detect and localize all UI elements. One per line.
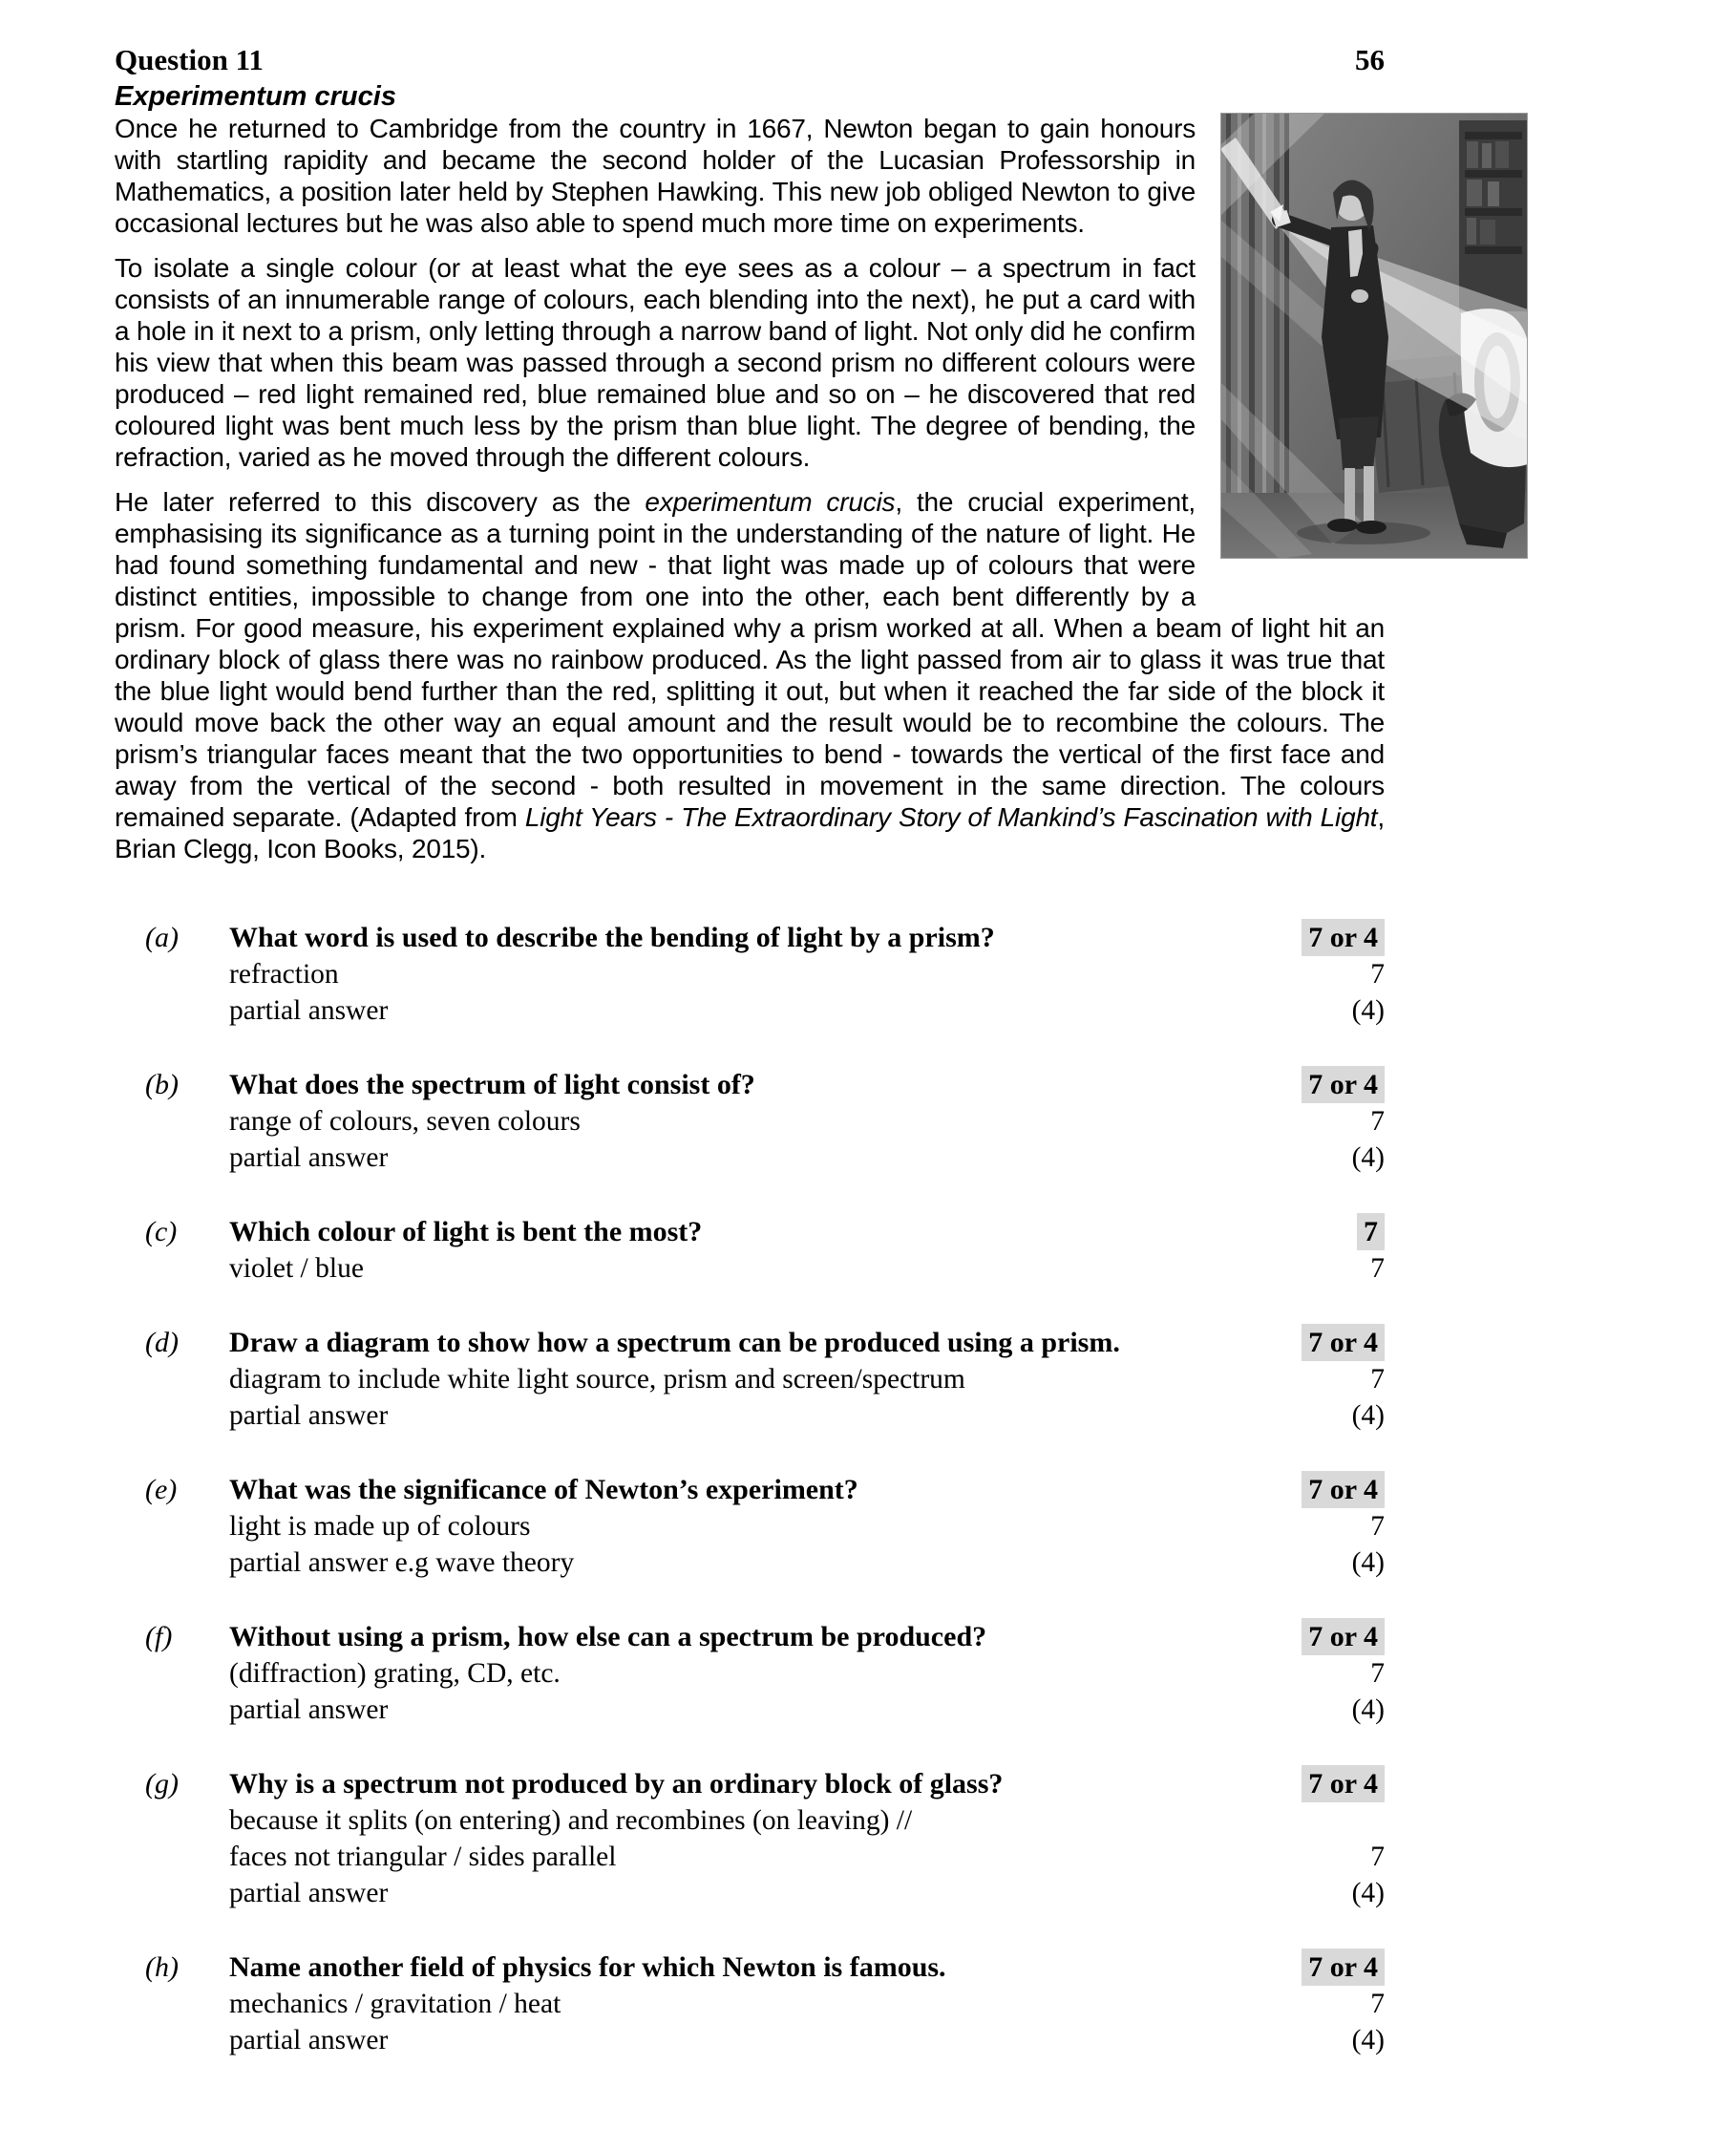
question-block-f — [115, 1619, 1385, 1728]
answer-text: light is made up of colours — [229, 1511, 531, 1542]
question-label: (e) — [145, 1474, 178, 1505]
question-label: (h) — [145, 1951, 179, 1983]
question-marks-badge: 7 or 4 — [1302, 1618, 1385, 1655]
answer-mark: (4) — [1351, 995, 1385, 1026]
answer-row — [115, 1986, 1385, 2022]
text-run: , Brian Clegg, Icon Books, 2015). — [115, 802, 1385, 863]
question-row — [115, 1949, 1385, 1986]
question-block-a — [115, 920, 1385, 1029]
answer-row — [115, 1508, 1385, 1544]
question-marks-badge: 7 or 4 — [1302, 1765, 1385, 1802]
question-label: (a) — [145, 922, 179, 953]
question-marks-badge: 7 — [1357, 1213, 1385, 1250]
answer-mark: (4) — [1351, 1547, 1385, 1578]
answer-row — [115, 2022, 1385, 2058]
answer-mark: 7 — [1370, 1364, 1385, 1395]
question-marks-badge: 7 or 4 — [1302, 1324, 1385, 1361]
answer-mark: 7 — [1370, 1989, 1385, 2019]
passage — [115, 113, 1385, 864]
page-header — [115, 42, 1385, 78]
question-block-d — [115, 1325, 1385, 1434]
answer-text: partial answer — [229, 1142, 389, 1173]
answer-row — [115, 1397, 1385, 1434]
question-row — [115, 920, 1385, 956]
question-text: What does the spectrum of light consist of? — [229, 1069, 755, 1100]
question-row — [115, 1214, 1385, 1250]
answer-text: partial answer — [229, 2025, 389, 2055]
question-text: Why is a spectrum not produced by an ordinary block of glass? — [229, 1768, 1004, 1800]
answer-text: partial answer — [229, 1400, 389, 1431]
bookshelf — [1459, 120, 1528, 311]
answer-mark: 7 — [1370, 1842, 1385, 1872]
answer-row — [115, 1839, 1385, 1875]
question-marks-badge: 7 or 4 — [1302, 1949, 1385, 1986]
question-label: (c) — [145, 1216, 178, 1247]
answer-mark: (4) — [1351, 1694, 1385, 1725]
question-block-g — [115, 1766, 1385, 1911]
answer-mark: (4) — [1351, 1400, 1385, 1431]
answer-text: diagram to include white light source, prism and screen/spectrum — [229, 1364, 965, 1395]
answer-row — [115, 1655, 1385, 1692]
page-number: 56 — [1355, 43, 1385, 76]
answer-text: faces not triangular / sides parallel — [229, 1842, 617, 1872]
passage-paragraph-1: Once he returned to Cambridge from the country in 1667, Newton began to gain honours with startling rapidity and became the second holder of the Lucasian Professorship in Mathematics, a position later held by Stephen Hawking. This new job obliged Newton to give occasional lectures but he was also able to spend much more time on experiments. — [115, 114, 1196, 238]
question-row — [115, 1619, 1385, 1655]
answer-row — [115, 1361, 1385, 1397]
text-run: , the crucial experiment, emphasising its significance as a turning point in the understanding of the nature of light. He had found something fundamental and new - that light was made up of colours that were distinct entities, impossible to change from one into the other, each bent differently by a prism. For good measure, his experiment explained why a prism worked at all. When a beam of light hit an ordinary block of glass there was no rainbow produced. As the light passed from air to glass it was true that the blue light would bend further than the red, splitting it out, but when it reached the far side of the block it would move back the other way an equal amount and the result would be to recombine the colours. The prism’s triangular faces meant that the two opportunities to bend - towards the vertical of the first face and away from the vertical of the second - both resulted in movement in the same direction. The colours remained separate. (Adapted from — [115, 487, 1385, 832]
question-marks-badge: 7 or 4 — [1302, 1471, 1385, 1508]
answer-row — [115, 1692, 1385, 1728]
passage-paragraph-3 — [115, 486, 1385, 864]
italic-text-run: Light Years - The Extraordinary Story of Mankind’s Fascination with Light — [524, 802, 1378, 832]
answer-row — [115, 1139, 1385, 1176]
questions-list — [115, 920, 1385, 2058]
answer-mark: 7 — [1370, 1106, 1385, 1137]
question-block-b — [115, 1067, 1385, 1176]
question-marks-badge: 7 or 4 — [1302, 1066, 1385, 1103]
answer-row — [115, 1544, 1385, 1581]
question-text: Draw a diagram to show how a spectrum can be produced using a prism. — [229, 1327, 1120, 1358]
answer-mark: 7 — [1370, 1511, 1385, 1542]
answer-row — [115, 1875, 1385, 1911]
answer-row — [115, 1103, 1385, 1139]
answer-mark: 7 — [1370, 959, 1385, 990]
answer-text: range of colours, seven colours — [229, 1106, 581, 1137]
question-title: Question 11 — [115, 43, 264, 76]
question-text: Name another field of physics for which Newton is famous. — [229, 1951, 946, 1983]
answer-text: because it splits (on entering) and recombines (on leaving) // — [229, 1805, 913, 1836]
answer-row — [115, 1250, 1385, 1287]
answer-text: refraction — [229, 959, 339, 990]
answer-text: partial answer — [229, 995, 389, 1026]
question-label: (g) — [145, 1768, 179, 1800]
question-row — [115, 1472, 1385, 1508]
question-block-c — [115, 1214, 1385, 1287]
answer-mark: (4) — [1351, 2025, 1385, 2055]
answer-text: partial answer — [229, 1694, 389, 1725]
answer-mark: 7 — [1370, 1253, 1385, 1284]
answer-mark: (4) — [1351, 1142, 1385, 1173]
question-label: (f) — [145, 1621, 173, 1652]
question-label: (d) — [145, 1327, 179, 1358]
question-text: What was the significance of Newton’s experiment? — [229, 1474, 858, 1505]
answer-text: mechanics / gravitation / heat — [229, 1989, 561, 2019]
newton-prism-figure — [1220, 113, 1528, 559]
question-text: Which colour of light is bent the most? — [229, 1216, 703, 1247]
answer-text: (diffraction) grating, CD, etc. — [229, 1658, 561, 1689]
answer-text: violet / blue — [229, 1253, 364, 1284]
answer-mark: 7 — [1370, 1658, 1385, 1689]
passage-paragraph-2: To isolate a single colour (or at least what the eye sees as a colour – a spectrum in fact consists of an innumerable range of colours, each blending into the next), he put a card with a hole in it next to a prism, only letting through a narrow band of light. Not only did he confirm his view that when this beam was passed through a second prism no different colours were produced – red light remained red, blue remained blue and so on – he discovered that red coloured light was bent much less by the prism than blue light. The degree of bending, the refraction, varied as he moved through the different colours. — [115, 253, 1196, 472]
italic-text-run: experimentum crucis — [645, 487, 896, 517]
question-row — [115, 1325, 1385, 1361]
question-text: What word is used to describe the bending of light by a prism? — [229, 922, 995, 953]
answer-text: partial answer e.g wave theory — [229, 1547, 575, 1578]
question-block-h — [115, 1949, 1385, 2058]
question-row — [115, 1067, 1385, 1103]
question-marks-badge: 7 or 4 — [1302, 919, 1385, 956]
answer-row — [115, 992, 1385, 1029]
answer-row — [115, 956, 1385, 992]
newton-prism-engraving-image — [1220, 113, 1528, 559]
answer-text: partial answer — [229, 1878, 389, 1908]
answer-row — [115, 1802, 1385, 1839]
question-row — [115, 1766, 1385, 1802]
text-run: He later referred to this discovery as the — [115, 487, 646, 517]
question-block-e — [115, 1472, 1385, 1581]
question-label: (b) — [145, 1069, 179, 1100]
answer-mark: (4) — [1351, 1878, 1385, 1908]
question-text: Without using a prism, how else can a spectrum be produced? — [229, 1621, 987, 1652]
passage-subtitle: Experimentum crucis — [115, 81, 396, 112]
